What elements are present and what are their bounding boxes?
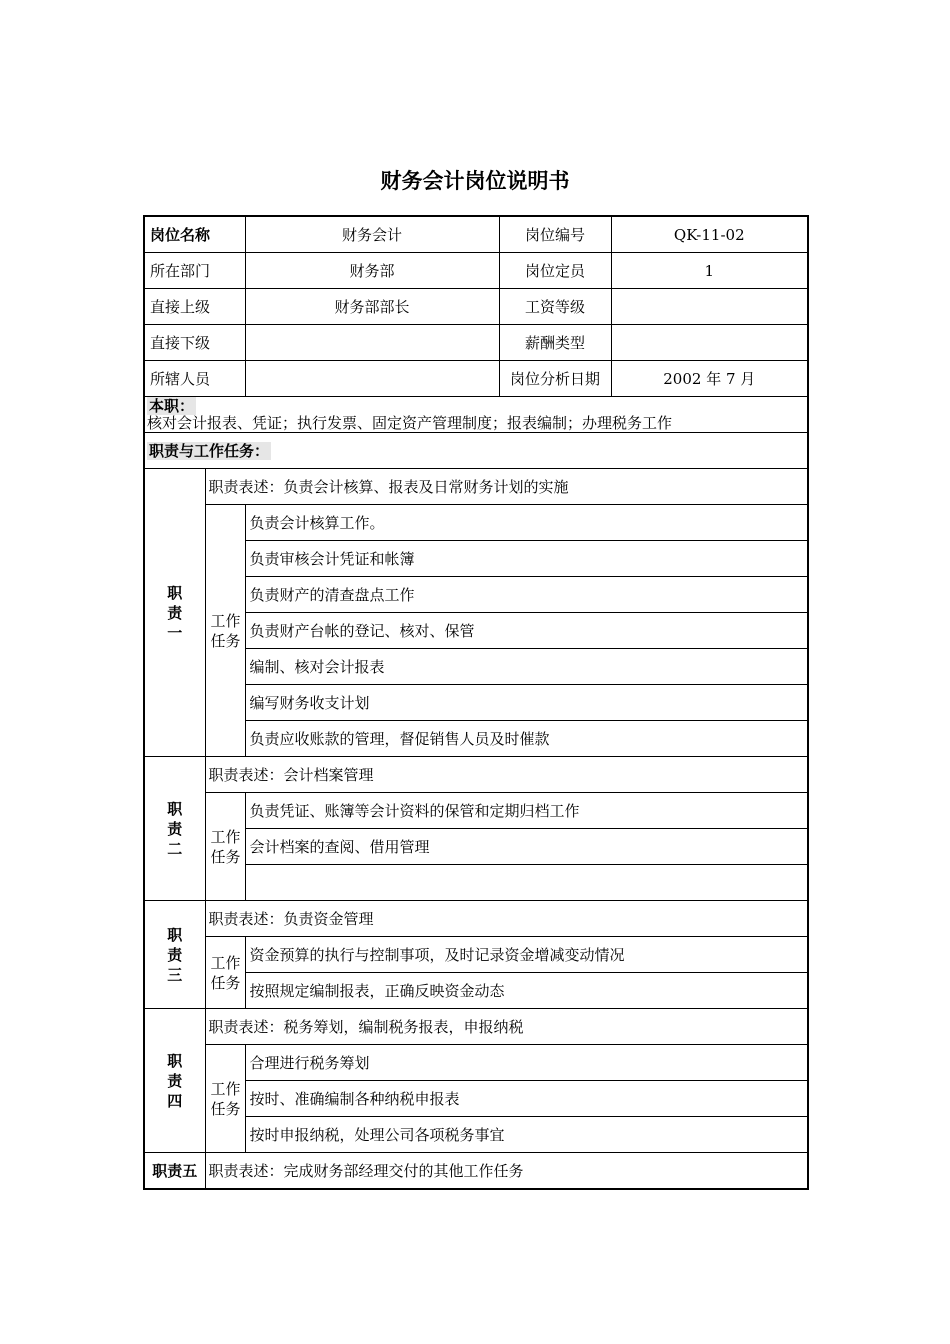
subordinate-value [245, 325, 499, 361]
job-description-table [143, 215, 809, 1190]
duty-4-description-row [144, 1009, 808, 1045]
core-duty-text: 核对会计报表、凭证；执行发票、固定资产管理制度；报表编制；办理税务工作 [147, 413, 673, 432]
pay-type-label: 薪酬类型 [499, 325, 611, 361]
duty-1-label: 职责一 [144, 469, 205, 757]
duty-4-task-1: 合理进行税务筹划 [245, 1045, 808, 1081]
duty-2-task-1: 负责凭证、账簿等会计资料的保管和定期归档工作 [245, 793, 808, 829]
headcount-label: 岗位定员 [499, 253, 611, 289]
task-row [144, 505, 808, 541]
duty-4-task-3: 按时申报纳税，处理公司各项税务事宜 [245, 1117, 808, 1153]
duties-header-cell [144, 433, 808, 469]
duty-2-task-2: 会计档案的查阅、借用管理 [245, 829, 808, 865]
duty-4-task-label: 工作任务 [205, 1045, 245, 1153]
duty-4-description: 职责表述：税务筹划，编制税务报表，申报纳税 [205, 1009, 808, 1045]
task-row [144, 793, 808, 829]
pay-type-value [611, 325, 808, 361]
duty-2-label: 职责二 [144, 757, 205, 901]
duty-3-label: 职责三 [144, 901, 205, 1009]
staff-value [245, 361, 499, 397]
department-label: 所在部门 [144, 253, 245, 289]
duty-5-label: 职责五 [144, 1153, 205, 1190]
row-subordinate [144, 325, 808, 361]
task-row [144, 937, 808, 973]
duty-2-task-label: 工作任务 [205, 793, 245, 901]
duty-1-task-3: 负责财产的清查盘点工作 [245, 577, 808, 613]
duty-3-task-1: 资金预算的执行与控制事项，及时记录资金增减变动情况 [245, 937, 808, 973]
duty-1-description-row [144, 469, 808, 505]
duty-1-task-6: 编写财务收支计划 [245, 685, 808, 721]
core-duty-label: 本职： [149, 396, 195, 415]
row-superior [144, 289, 808, 325]
analysis-date-value: 2002 年 7 月 [611, 361, 808, 397]
duty-3-description: 职责表述：负责资金管理 [205, 901, 808, 937]
position-name-label: 岗位名称 [144, 216, 245, 253]
duty-4-label: 职责四 [144, 1009, 205, 1153]
duty-1-task-2: 负责审核会计凭证和帐簿 [245, 541, 808, 577]
position-name-value: 财务会计 [245, 216, 499, 253]
duty-1-description: 职责表述：负责会计核算、报表及日常财务计划的实施 [205, 469, 808, 505]
position-code-label: 岗位编号 [499, 216, 611, 253]
subordinate-label: 直接下级 [144, 325, 245, 361]
duty-1-task-1: 负责会计核算工作。 [245, 505, 808, 541]
task-row [144, 1045, 808, 1081]
duty-2-description-row [144, 757, 808, 793]
duty-1-task-label: 工作任务 [205, 505, 245, 757]
core-duty-cell [144, 397, 808, 433]
department-value: 财务部 [245, 253, 499, 289]
salary-grade-label: 工资等级 [499, 289, 611, 325]
staff-label: 所辖人员 [144, 361, 245, 397]
duty-3-description-row [144, 901, 808, 937]
duty-2-description: 职责表述：会计档案管理 [205, 757, 808, 793]
row-core-duty [144, 397, 808, 433]
analysis-date-label: 岗位分析日期 [499, 361, 611, 397]
duty-1-task-7: 负责应收账款的管理，督促销售人员及时催款 [245, 721, 808, 757]
row-department [144, 253, 808, 289]
duty-5-description: 职责表述：完成财务部经理交付的其他工作任务 [205, 1153, 808, 1190]
superior-value: 财务部部长 [245, 289, 499, 325]
position-code-value: QK-11-02 [611, 216, 808, 253]
duty-2-task-3 [245, 865, 808, 901]
duty-1-task-5: 编制、核对会计报表 [245, 649, 808, 685]
row-staff [144, 361, 808, 397]
row-duties-header [144, 433, 808, 469]
superior-label: 直接上级 [144, 289, 245, 325]
duty-3-task-2: 按照规定编制报表，正确反映资金动态 [245, 973, 808, 1009]
duty-3-task-label: 工作任务 [205, 937, 245, 1009]
row-position-name [144, 216, 808, 253]
document-title: 财务会计岗位说明书 [380, 169, 570, 193]
duty-4-task-2: 按时、准确编制各种纳税申报表 [245, 1081, 808, 1117]
headcount-value: 1 [611, 253, 808, 289]
duty-1-task-4: 负责财产台帐的登记、核对、保管 [245, 613, 808, 649]
salary-grade-value [611, 289, 808, 325]
duty-5-row [144, 1153, 808, 1190]
duties-header: 职责与工作任务： [149, 442, 270, 460]
